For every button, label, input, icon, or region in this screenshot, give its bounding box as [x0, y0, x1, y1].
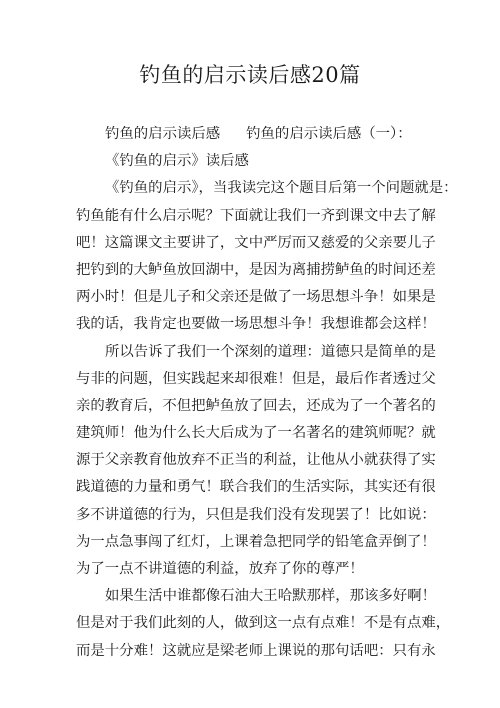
document-body [76, 121, 458, 665]
text-line: 与非的问题，但实践起来却很难！但是，最后作者透过父 [76, 370, 436, 387]
text-line: 而是十分难！这就应是梁老师上课说的那句话吧：只有永 [76, 642, 436, 659]
header-line [76, 121, 428, 148]
text-line: 把钓到的大鲈鱼放回湖中，是因为离捕捞鲈鱼的时间还差 [76, 261, 436, 278]
text-line: 《钓鱼的启示》，当我读完这个题目后第一个问题就是： [105, 180, 458, 197]
text-line: 但是对于我们此刻的人，做到这一点有点难！不是有点难， [76, 615, 451, 632]
text-line: 钓鱼能有什么启示呢？下面就让我们一齐到课文中去了解 [76, 207, 436, 224]
text-line: 吧！这篇课文主要讲了，文中严厉而又慈爱的父亲要儿子 [76, 234, 436, 251]
text-line: 如果生活中谁都像石油大王哈默那样，那该多好啊！ [105, 588, 436, 605]
text-line: 所以告诉了我们一个深刻的道理：道德只是简单的是 [105, 343, 436, 360]
document-title: 钓鱼的启示读后感20篇 [139, 63, 361, 87]
text-line: 为一点急事闯了红灯，上课着急把同学的铅笔盒弄倒了！ [76, 533, 436, 550]
header-left: 钓鱼的启示读后感 [105, 126, 221, 142]
text-line: 两小时！但是儿子和父亲还是做了一场思想斗争！如果是 [76, 289, 436, 306]
text-line: 《钓鱼的启示》读后感 [105, 153, 249, 170]
header-right: 钓鱼的启示读后感（一）： [246, 126, 412, 142]
text-line: 亲的教育后，不但把鲈鱼放了回去，还成为了一个著名的 [76, 397, 436, 414]
text-line: 建筑师！他为什么长大后成为了一名著名的建筑师呢？就 [76, 425, 436, 442]
text-line: 践道德的力量和勇气！联合我们的生活实际，其实还有很 [76, 479, 436, 496]
text-line: 源于父亲教育他放弃不正当的利益，让他从小就获得了实 [76, 452, 436, 469]
text-line: 我的话，我肯定也要做一场思想斗争！我想谁都会这样！ [76, 316, 436, 333]
text-line: 多不讲道德的行为，只但是我们没有发现罢了！比如说： [76, 506, 436, 523]
text-line: 为了一点不讲道德的利益，放弃了你的尊严！ [76, 561, 364, 577]
